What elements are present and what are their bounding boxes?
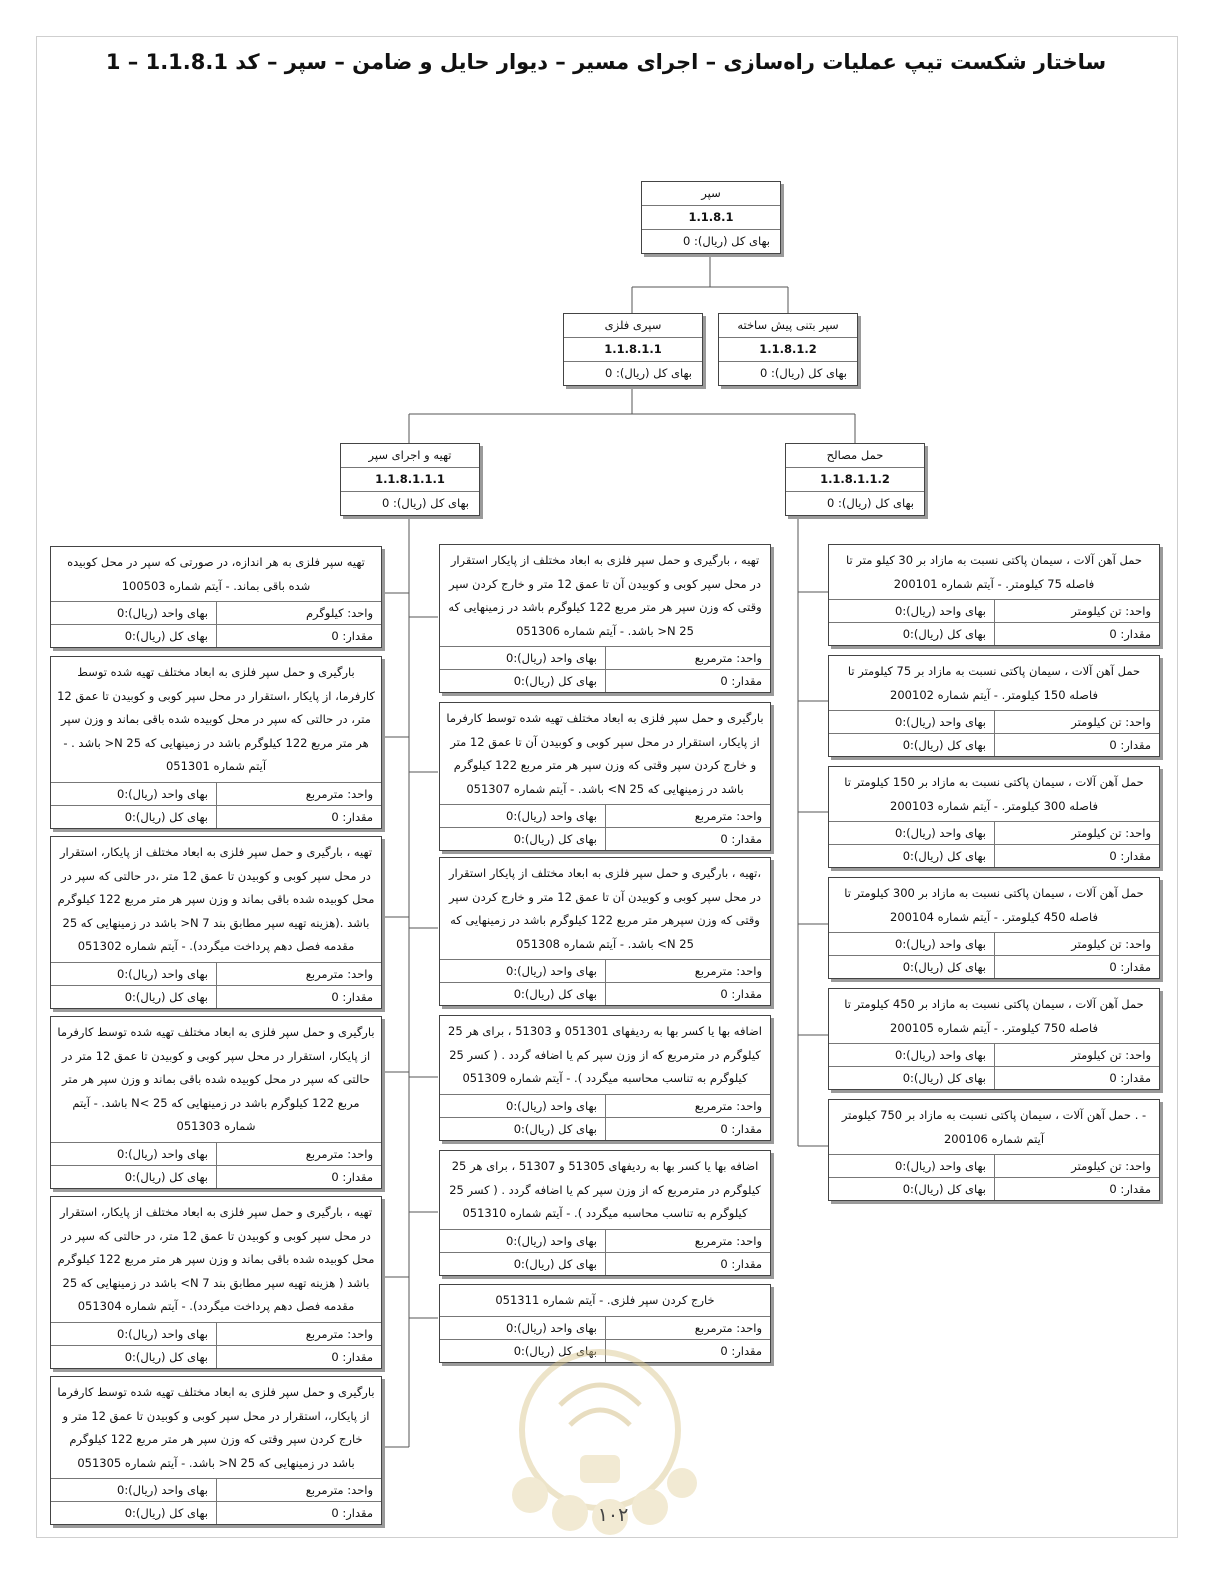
item-unit-price: بهای واحد (ریال):0 <box>829 1155 994 1178</box>
node-name: سپری فلزی <box>564 314 702 338</box>
item-quantity: مقدار: 0 <box>605 1118 770 1140</box>
item-unit: واحد: مترمربع <box>216 1143 381 1166</box>
item-unit-price: بهای واحد (ریال):0 <box>51 1143 216 1166</box>
item-unit-price: بهای واحد (ریال):0 <box>51 1479 216 1502</box>
item-quantity: مقدار: 0 <box>216 1346 381 1368</box>
item-total: بهای کل (ریال):0 <box>513 987 597 1001</box>
node-material-transport[interactable] <box>785 443 925 516</box>
item-unit: واحد: تن کیلومتر <box>994 1044 1159 1067</box>
item-quantity: مقدار: 0 <box>216 625 381 647</box>
item-description: حمل آهن آلات ، سیمان پاکتی نسبت به مازاد بر 30 کیلو متر تا فاصله 75 کیلومتر. - آیتم شماره 200101 <box>829 545 1159 600</box>
item-unit-price: بهای واحد (ریال):0 <box>829 711 994 734</box>
item-description: تهیه ، بارگیری و حمل سپر فلزی به ابعاد مختلف از پایکار، استقرار در محل سپر کوبی و کوبیدن تا عمق 12 متر ،در حالتی که سپر در محل کوبیده شده باقی بماند و وزن سپر هر متر مربع 122 کیلوگرم باشد .(هزینه تهیه سپر مطابق بند 7 N< باشد در زمینهایی که 25 مقدمه فصل دهم پرداخت میگردد). - آیتم شماره 051302 <box>51 837 381 963</box>
item-card-051305[interactable] <box>50 1376 382 1525</box>
item-description: تهیه ، بارگیری و حمل سپر فلزی به ابعاد مختلف از پایکار استقرار در محل سپر کوبی و کوبیدن آن تا عمق 12 متر و خارج کردن سپر وقتی که وزن سپر هر متر مربع 122 کیلوگرم باشد در زمینهایی که 25 N< باشد. - آیتم شماره 051306 <box>440 545 770 647</box>
item-unit-price: بهای واحد (ریال):0 <box>440 960 605 983</box>
item-quantity: مقدار: 0 <box>605 1253 770 1275</box>
item-unit-price: بهای واحد (ریال):0 <box>51 1323 216 1346</box>
item-description: خارج کردن سپر فلزی. - آیتم شماره 051311 <box>440 1285 770 1317</box>
item-unit: واحد: مترمربع <box>605 805 770 828</box>
page-title: ساختار شکست تیپ عملیات راه‌سازی – اجرای مسیر – دیوار حایل و ضامن – سپر – کد 1.1.8.1 – 1 <box>105 50 1107 74</box>
node-code: 1.1.8.1.2 <box>719 338 857 362</box>
item-quantity: مقدار: 0 <box>216 986 381 1008</box>
item-quantity: مقدار: 0 <box>994 1067 1159 1089</box>
item-total: بهای کل (ریال):0 <box>513 1256 597 1271</box>
item-quantity: مقدار: 0 <box>216 1166 381 1188</box>
item-card-051302[interactable] <box>50 836 382 1009</box>
item-unit: واحد: مترمربع <box>216 1323 381 1346</box>
item-total: بهای کل (ریال):0 <box>902 1182 986 1196</box>
node-total: بهای کل (ریال): 0 <box>382 496 469 510</box>
node-name: سپر <box>642 182 780 206</box>
item-card-100503[interactable] <box>50 546 382 648</box>
node-name: حمل مصالح <box>786 444 924 468</box>
item-unit: واحد: مترمربع <box>605 647 770 670</box>
item-card-051306[interactable] <box>439 544 771 693</box>
item-total: بهای کل (ریال):0 <box>124 989 208 1004</box>
item-unit: واحد: مترمربع <box>216 1479 381 1502</box>
item-card-051303[interactable] <box>50 1016 382 1189</box>
item-quantity: مقدار: 0 <box>605 828 770 850</box>
node-code: 1.1.8.1.1 <box>564 338 702 362</box>
item-card-200106[interactable] <box>828 1099 1160 1201</box>
node-precast-concrete-barrier[interactable] <box>718 313 858 386</box>
item-description: تهیه ، بارگیری و حمل سپر فلزی به ابعاد مختلف از پایکار، استقرار در محل سپر کوبی و کوبیدن تا عمق 12 متر، در حالتی که سپر در محل کوبیده شده باقی بماند و وزن سپر هر متر مربع 122 کیلوگرم باشد ( هزینه تهیه سپر مطابق بند 7 N> باشد در زمینهایی که 25 مقدمه فصل دهم پرداخت میگردد). - آیتم شماره 051304 <box>51 1197 381 1323</box>
item-unit-price: بهای واحد (ریال):0 <box>51 783 216 806</box>
item-quantity: مقدار: 0 <box>994 956 1159 978</box>
item-quantity: مقدار: 0 <box>994 623 1159 645</box>
node-supply-install-barrier[interactable] <box>340 443 480 516</box>
item-quantity: مقدار: 0 <box>605 983 770 1005</box>
item-card-051307[interactable] <box>439 702 771 851</box>
item-card-200105[interactable] <box>828 988 1160 1090</box>
item-unit: واحد: تن کیلومتر <box>994 822 1159 845</box>
item-description: حمل آهن آلات ، سیمان پاکتی نسبت به مازاد بر 450 کیلومتر تا فاصله 750 کیلومتر. - آیتم شماره 200105 <box>829 989 1159 1044</box>
item-description: اضافه بها یا کسر بها به ردیفهای 051301 و 51303 ، برای هر 25 کیلوگرم در مترمربع که از وزن سپر کم یا اضافه گردد . ( کسر 25 کیلوگرم به تناسب محاسبه میگردد ). - آیتم شماره 051309 <box>440 1016 770 1095</box>
item-unit-price: بهای واحد (ریال):0 <box>440 1230 605 1253</box>
item-unit: واحد: تن کیلومتر <box>994 600 1159 623</box>
item-unit: واحد: مترمربع <box>605 1230 770 1253</box>
item-description: بارگیری و حمل سپر فلزی به ابعاد مختلف تهیه شده توسط کارفرما از پایکار، استقرار در محل سپر کوبی و کوبیدن آن تا عمق 12 متر و خارج کردن سپر وقتی که وزن سپر هر متر مربع 122 کیلوگرم باشد در زمینهایی که 25 N> باشد. - آیتم شماره 051307 <box>440 703 770 805</box>
item-unit: واحد: تن کیلومتر <box>994 933 1159 956</box>
item-unit-price: بهای واحد (ریال):0 <box>440 1317 605 1340</box>
item-total: بهای کل (ریال):0 <box>124 809 208 824</box>
item-description: بارگیری و حمل سپر فلزی به ابعاد مختلف تهیه شده توسط کارفرما از پایکار،، استقرار در محل سپر کوبی و کوبیدن تا عمق 12 متر و خارج کردن سپر وقتی که وزن سپر هر متر مربع 122 کیلوگرم باشد در زمینهایی که 25 N< باشد. - آیتم شماره 051305 <box>51 1377 381 1479</box>
item-total: بهای کل (ریال):0 <box>513 1343 597 1358</box>
item-unit-price: بهای واحد (ریال):0 <box>829 933 994 956</box>
item-unit: واحد: تن کیلومتر <box>994 711 1159 734</box>
item-total: بهای کل (ریال):0 <box>513 674 597 688</box>
item-total: بهای کل (ریال):0 <box>902 960 986 974</box>
item-quantity: مقدار: 0 <box>216 806 381 828</box>
node-name: سپر بتنی پیش ساخته <box>719 314 857 338</box>
node-total: بهای کل (ریال): 0 <box>683 234 770 248</box>
item-description: تهیه سپر فلزی به هر اندازه، در صورتی که سپر در محل کوبیده شده باقی بماند. - آیتم شماره 100503 <box>51 547 381 602</box>
item-quantity: مقدار: 0 <box>605 670 770 692</box>
item-card-051310[interactable] <box>439 1150 771 1276</box>
item-card-051301[interactable] <box>50 656 382 829</box>
node-total: بهای کل (ریال): 0 <box>827 496 914 510</box>
item-card-051304[interactable] <box>50 1196 382 1369</box>
node-code: 1.1.8.1 <box>642 206 780 230</box>
node-total: بهای کل (ریال): 0 <box>605 366 692 380</box>
node-total: بهای کل (ریال): 0 <box>760 366 847 380</box>
item-unit: واحد: تن کیلومتر <box>994 1155 1159 1178</box>
item-description: بارگیری و حمل سپر فلزی به ابعاد مختلف تهیه شده توسط کارفرما، از پایکار ،استقرار در محل سپر کوبی و کوبیدن تا عمق 12 متر، در حالتی که سپر در محل کوبیده شده باقی بماند و وزن سپر هر متر مربع 122 کیلوگرم باشد در زمینهایی که 25 N< باشد . - آیتم شماره 051301 <box>51 657 381 783</box>
item-quantity: مقدار: 0 <box>216 1502 381 1524</box>
item-total: بهای کل (ریال):0 <box>513 1121 597 1136</box>
item-card-200102[interactable] <box>828 655 1160 757</box>
item-description: بارگیری و حمل سپر فلزی به ابعاد مختلف تهیه شده توسط کارفرما از پایکار، استقرار در محل سپر کوبی و کوبیدن تا عمق 12 متر در حالتی که سپر در محل کوبیده شده باقی بماند و وزن سپر هر متر مربع 122 کیلوگرم باشد در زمینهایی که 25 >N باشد. - آیتم شماره 051303 <box>51 1017 381 1143</box>
item-total: بهای کل (ریال):0 <box>124 1349 208 1364</box>
item-total: بهای کل (ریال):0 <box>902 849 986 863</box>
item-unit-price: بهای واحد (ریال):0 <box>829 822 994 845</box>
item-description: ،تهیه ، بارگیری و حمل سپر فلزی به ابعاد مختلف از پایکار استقرار در محل سپر کوبی و کوبیدن آن تا عمق 12 متر و خارج کردن سپر وقتی که وزن سپرهر متر مربع 122 کیلوگرم باشد در زمینهایی که 25 N> باشد. - آیتم شماره 051308 <box>440 858 770 960</box>
item-card-200101[interactable] <box>828 544 1160 646</box>
item-description: حمل آهن آلات ، سیمان پاکتی نسبت به مازاد بر 75 کیلومتر تا فاصله 150 کیلومتر. - آیتم شماره 200102 <box>829 656 1159 711</box>
item-unit: واحد: مترمربع <box>216 783 381 806</box>
item-total: بهای کل (ریال):0 <box>124 1506 208 1520</box>
item-card-051309[interactable] <box>439 1015 771 1141</box>
item-quantity: مقدار: 0 <box>994 1178 1159 1200</box>
item-card-051308[interactable] <box>439 857 771 1006</box>
item-unit: واحد: مترمربع <box>216 963 381 986</box>
item-total: بهای کل (ریال):0 <box>902 627 986 641</box>
node-code: 1.1.8.1.1.1 <box>341 468 479 492</box>
item-total: بهای کل (ریال):0 <box>124 629 208 643</box>
item-unit-price: بهای واحد (ریال):0 <box>829 1044 994 1067</box>
item-card-200103[interactable] <box>828 766 1160 868</box>
item-unit-price: بهای واحد (ریال):0 <box>440 805 605 828</box>
item-description: حمل آهن آلات ، سیمان پاکتی نسبت به مازاد بر 150 کیلومتر تا فاصله 300 کیلومتر. - آیتم شماره 200103 <box>829 767 1159 822</box>
node-code: 1.1.8.1.1.2 <box>786 468 924 492</box>
item-unit-price: بهای واحد (ریال):0 <box>440 647 605 670</box>
page-number: ۱۰۲ <box>597 1504 629 1526</box>
node-steel-barrier[interactable] <box>563 313 703 386</box>
item-description: اضافه بها یا کسر بها به ردیفهای 51305 و 51307 ، برای هر 25 کیلوگرم در مترمربع که از وزن سپر کم یا اضافه گردد . ( کسر 25 کیلوگرم به تناسب محاسبه میگردد ). - آیتم شماره 051310 <box>440 1151 770 1230</box>
item-unit: واحد: مترمربع <box>605 1095 770 1118</box>
item-quantity: مقدار: 0 <box>605 1340 770 1362</box>
item-total: بهای کل (ریال):0 <box>902 1071 986 1085</box>
item-card-200104[interactable] <box>828 877 1160 979</box>
item-description: حمل آهن آلات ، سیمان پاکتی نسبت به مازاد بر 300 کیلومتر تا فاصله 450 کیلومتر. - آیتم شماره 200104 <box>829 878 1159 933</box>
item-quantity: مقدار: 0 <box>994 845 1159 867</box>
item-total: بهای کل (ریال):0 <box>513 832 597 846</box>
item-total: بهای کل (ریال):0 <box>124 1169 208 1184</box>
item-total: بهای کل (ریال):0 <box>902 738 986 752</box>
item-quantity: مقدار: 0 <box>994 734 1159 756</box>
item-unit: واحد: مترمربع <box>605 1317 770 1340</box>
item-unit: واحد: مترمربع <box>605 960 770 983</box>
item-unit: واحد: کیلوگرم <box>216 602 381 625</box>
item-unit-price: بهای واحد (ریال):0 <box>829 600 994 623</box>
node-name: تهیه و اجرای سپر <box>341 444 479 468</box>
item-unit-price: بهای واحد (ریال):0 <box>51 963 216 986</box>
item-unit-price: بهای واحد (ریال):0 <box>51 602 216 625</box>
item-description: - . حمل آهن آلات ، سیمان پاکتی نسبت به مازاد بر 750 کیلومتر آیتم شماره 200106 <box>829 1100 1159 1155</box>
item-unit-price: بهای واحد (ریال):0 <box>440 1095 605 1118</box>
node-root[interactable] <box>641 181 781 254</box>
